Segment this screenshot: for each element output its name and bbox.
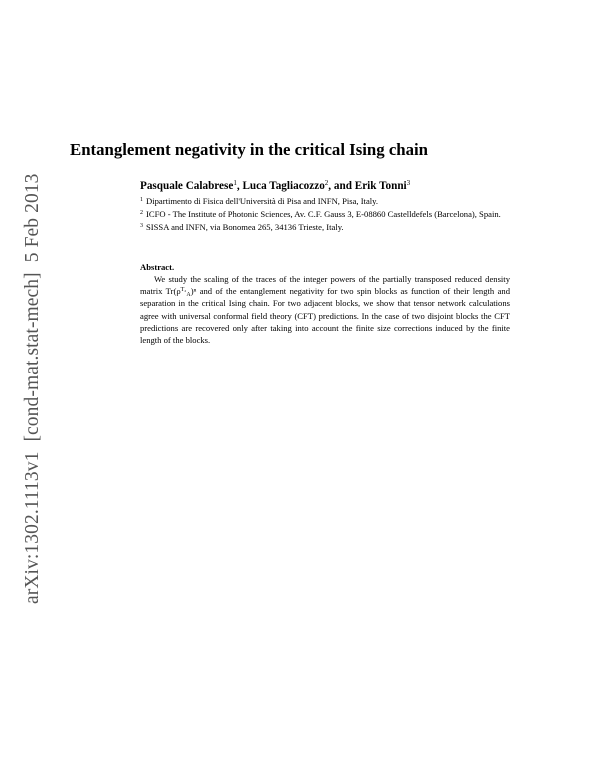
affiliation	[140, 221, 510, 234]
abstract-math	[165, 286, 197, 299]
affiliation-text: ICFO - The Institute of Photonic Sciences, Av. C.F. Gauss 3, E-08860 Castelldefels (Barcelona), Spain.	[146, 209, 501, 219]
author-name: Erik Tonni	[354, 180, 407, 192]
author-name: Luca Tagliacozzo	[242, 180, 325, 192]
math-subscript: A	[186, 292, 191, 299]
abstract-heading: Abstract.	[140, 262, 175, 272]
affiliation-text: SISSA and INFN, via Bonomea 265, 34136 Trieste, Italy.	[146, 222, 344, 232]
math-close: )ⁿ	[190, 286, 197, 297]
author-affil-mark: 3	[406, 179, 411, 187]
arxiv-category: [cond-mat.stat-mech]	[22, 272, 43, 442]
affiliation-mark: 3	[140, 223, 143, 229]
math-superscript: T₂	[180, 287, 187, 294]
affiliations	[140, 195, 510, 234]
affiliation	[140, 208, 510, 221]
author-affil-mark: 2	[324, 179, 329, 187]
author-affil-mark: 1	[233, 179, 237, 187]
abstract-text	[140, 273, 510, 346]
paper-title: Entanglement negativity in the critical Ising chain	[70, 140, 428, 159]
author-name: Pasquale Calabrese	[140, 180, 234, 192]
arxiv-stamp	[22, 163, 44, 604]
author-list	[140, 180, 410, 192]
affiliation	[140, 195, 510, 208]
arxiv-id: arXiv:1302.1113v1	[22, 451, 43, 604]
affiliation-mark: 1	[140, 197, 143, 203]
affiliation-text: Dipartimento di Fisica dell'Università di Pisa and INFN, Pisa, Italy.	[146, 196, 379, 206]
author-separator: , and	[328, 180, 355, 192]
abstract-part-1: We study the scaling of the traces of the integer powers of the partially transposed reduced density matrix	[140, 274, 510, 297]
abstract-part-2: and of the entanglement negativity for two spin blocks as function of their length and separation in the critical Ising chain. For two adjacent blocks, we show that tensor network calculations agree with universal conformal field theory (CFT) predictions. In the case of two disjoint blocks the CFT predictions are recovered only after taking into account the finite size corrections induced by the finite length of the blocks.	[140, 286, 510, 346]
math-trace: Tr(ρ	[165, 286, 181, 297]
affiliation-mark: 2	[140, 210, 143, 216]
author-separator: ,	[236, 180, 243, 192]
arxiv-date: 5 Feb 2013	[22, 173, 43, 263]
